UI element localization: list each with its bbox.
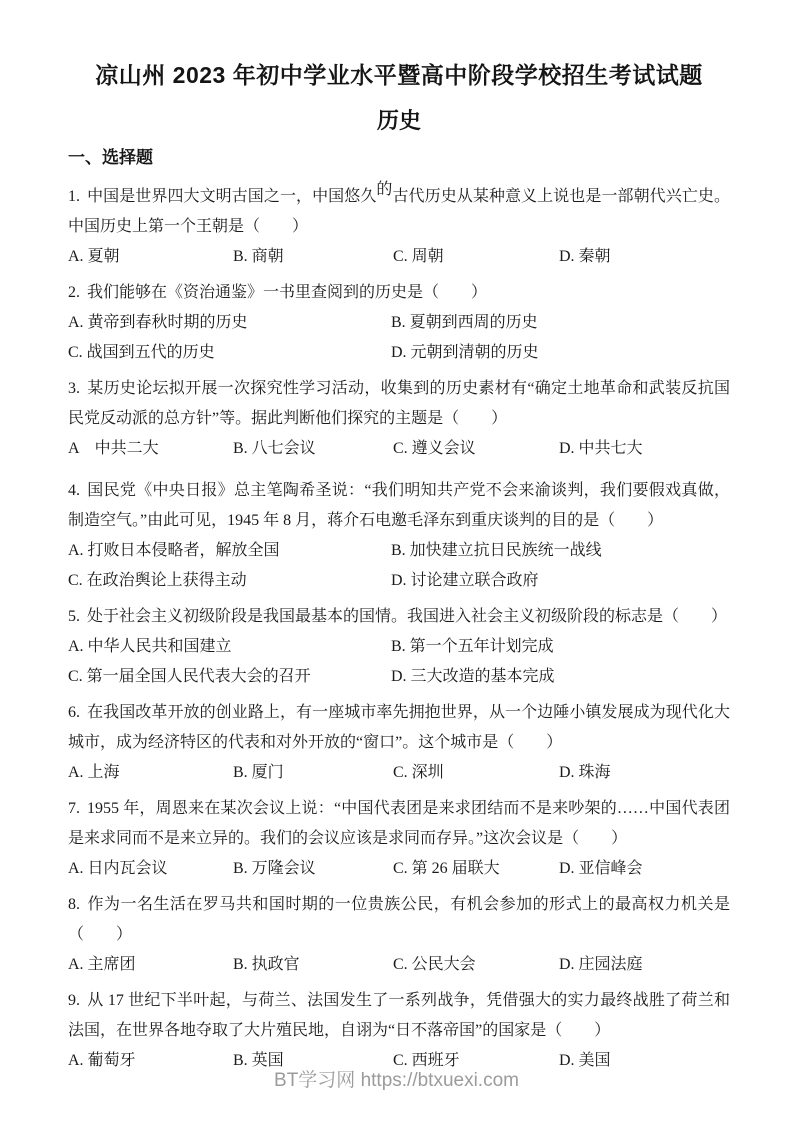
footer-watermark xyxy=(0,1065,793,1092)
question-6 xyxy=(68,698,730,788)
option-a: A. 日内瓦会议 xyxy=(68,860,168,877)
option-a: A. 夏朝 xyxy=(68,248,120,265)
question-9-stem xyxy=(68,986,730,1046)
question-number: 3. xyxy=(68,380,80,397)
question-text: 国民党《中央日报》总主笔陶希圣说：“我们明知共产党不会来渝谈判，我们要假戏真做，制造空气。”由此可见，1945 年 8 月，蒋介石电邀毛泽东到重庆谈判的目的是（ ） xyxy=(68,482,730,529)
option-a: A. 主席团 xyxy=(68,956,136,973)
option-a: A 中共二大 xyxy=(68,440,159,457)
question-text: 在我国改革开放的创业路上，有一座城市率先拥抱世界，从一个边陲小镇发展成为现代化大城市，成为经济特区的代表和对外开放的“窗口”。这个城市是（ ） xyxy=(68,704,730,751)
option-d: D. 亚信峰会 xyxy=(559,860,643,877)
option-b: B. 执政官 xyxy=(233,956,300,973)
question-2 xyxy=(68,278,730,368)
option-c: C. 遵义会议 xyxy=(393,440,476,457)
option-d: D. 美国 xyxy=(559,1052,611,1069)
question-7-options xyxy=(68,854,730,884)
question-text: 从 17 世纪下半叶起，与荷兰、法国发生了一系列战争，凭借强大的实力最终战胜了荷兰和法国，在世界各地夺取了大片殖民地，自诩为“日不落帝国”的国家是（ ） xyxy=(68,992,730,1039)
question-3-options xyxy=(68,434,730,464)
option-b: B. 加快建立抗日民族统一战线 xyxy=(391,542,602,559)
option-a: A. 葡萄牙 xyxy=(68,1052,136,1069)
option-a: A. 打败日本侵略者，解放全国 xyxy=(68,542,280,559)
question-5-stem xyxy=(68,602,730,632)
question-9 xyxy=(68,986,730,1076)
section-heading-multiple-choice: 一、选择题 xyxy=(68,148,153,167)
option-b: B. 万隆会议 xyxy=(233,860,316,877)
question-text: 1955 年，周恩来在某次会议上说：“中国代表团是来求团结而不是来吵架的……中国代表团是来求同而不是来立异的。我们的会议应该是求同而存异。”这次会议是（ ） xyxy=(68,800,730,847)
question-text: 中国是世界四大文明古国之一，中国悠久 xyxy=(87,188,377,205)
superscript-character: 的 xyxy=(376,180,393,198)
option-c: C. 西班牙 xyxy=(393,1052,460,1069)
option-a: A. 黄帝到春秋时期的历史 xyxy=(68,314,248,331)
option-d: D. 三大改造的基本完成 xyxy=(391,668,555,685)
option-c: C. 深圳 xyxy=(393,764,444,781)
question-1 xyxy=(68,182,730,272)
question-text: 我们能够在《资治通鉴》一书里查阅到的历史是（ ） xyxy=(87,284,488,301)
option-b: B. 八七会议 xyxy=(233,440,316,457)
question-text: 古代历史从某种意义上说也是一部朝代兴亡史。中国历史上第一个王朝是（ ） xyxy=(68,188,730,235)
option-b: B. 商朝 xyxy=(233,248,284,265)
question-7 xyxy=(68,794,730,884)
option-b: B. 夏朝到西周的历史 xyxy=(391,314,538,331)
question-6-stem xyxy=(68,698,730,758)
option-c: C. 在政治舆论上获得主动 xyxy=(68,572,247,589)
question-text: 作为一名生活在罗马共和国时期的一位贵族公民，有机会参加的形式上的最高权力机关是（ ） xyxy=(68,896,730,943)
footer-watermark-text: BT学习网 https://btxuexi.com xyxy=(274,1070,519,1091)
option-b: B. 英国 xyxy=(233,1052,284,1069)
question-text: 某历史论坛拟开展一次探究性学习活动，收集到的历史素材有“确定土地革命和武装反抗国民党反动派的总方针”等。据此判断他们探究的主题是（ ） xyxy=(68,380,730,427)
option-d: D. 珠海 xyxy=(559,764,611,781)
question-1-stem xyxy=(68,182,730,242)
option-a: A. 中华人民共和国建立 xyxy=(68,638,232,655)
question-8 xyxy=(68,890,730,980)
question-2-options xyxy=(68,308,730,368)
question-8-stem xyxy=(68,890,730,950)
option-a: A. 上海 xyxy=(68,764,120,781)
exam-subject: 历史 xyxy=(376,108,421,133)
question-text: 处于社会主义初级阶段是我国最基本的国情。我国进入社会主义初级阶段的标志是（ ） xyxy=(87,608,728,625)
question-5-options xyxy=(68,632,730,692)
question-1-options xyxy=(68,242,730,272)
option-d: D. 讨论建立联合政府 xyxy=(391,572,539,589)
question-2-stem xyxy=(68,278,730,308)
question-number: 4. xyxy=(68,482,80,499)
question-3 xyxy=(68,374,730,464)
option-c: C. 战国到五代的历史 xyxy=(68,344,215,361)
question-3-stem xyxy=(68,374,730,434)
option-c: C. 第一届全国人民代表大会的召开 xyxy=(68,668,311,685)
question-7-stem xyxy=(68,794,730,854)
option-d: D. 中共七大 xyxy=(559,440,643,457)
question-5 xyxy=(68,602,730,692)
option-c: C. 公民大会 xyxy=(393,956,476,973)
question-4-stem xyxy=(68,476,730,536)
question-number: 8. xyxy=(68,896,80,913)
question-number: 1. xyxy=(68,188,80,205)
question-number: 6. xyxy=(68,704,80,721)
question-number: 2. xyxy=(68,284,80,301)
question-number: 5. xyxy=(68,608,80,625)
option-d: D. 庄园法庭 xyxy=(559,956,643,973)
exam-title: 凉山州 2023 年初中学业水平暨高中阶段学校招生考试试题 xyxy=(95,62,703,88)
question-number: 9. xyxy=(68,992,80,1009)
option-c: C. 周朝 xyxy=(393,248,444,265)
question-4 xyxy=(68,476,730,596)
option-b: B. 第一个五年计划完成 xyxy=(391,638,554,655)
option-b: B. 厦门 xyxy=(233,764,284,781)
question-4-options xyxy=(68,536,730,596)
option-c: C. 第 26 届联大 xyxy=(393,860,500,877)
option-d: D. 秦朝 xyxy=(559,248,611,265)
question-number: 7. xyxy=(68,800,80,817)
question-6-options xyxy=(68,758,730,788)
option-d: D. 元朝到清朝的历史 xyxy=(391,344,539,361)
question-8-options xyxy=(68,950,730,980)
